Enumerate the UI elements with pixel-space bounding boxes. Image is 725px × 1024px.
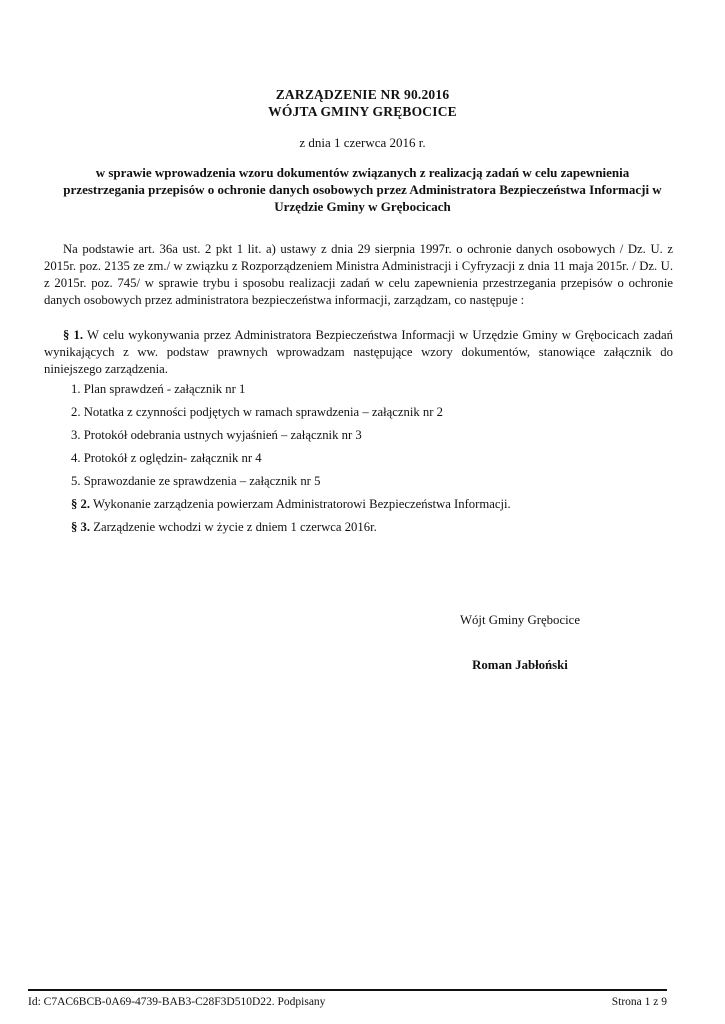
signature-block [380, 612, 660, 674]
section-2-paragraph [71, 496, 666, 513]
signature-role: Wójt Gminy Grębocice [459, 613, 581, 627]
document-id: Id: C7AC6BCB-0A69-4739-BAB3-C28F3D510D22. Podpisany [28, 996, 326, 1008]
title-line-1: ZARZĄDZENIE NR 90.2016 [275, 87, 450, 102]
list-item: 3. Protokół odebrania ustnych wyjaśnień – załącznik nr 3 [71, 428, 362, 442]
footer-divider [28, 989, 667, 991]
document-date: z dnia 1 czerwca 2016 r. [299, 135, 426, 150]
section-3-marker: § 3. [71, 520, 91, 534]
subject-line: Urzędzie Gminy w Grębocicach [274, 199, 451, 214]
document-title [0, 86, 725, 120]
list-item: 2. Notatka z czynności podjętych w ramach sprawdzenia – załącznik nr 2 [71, 405, 444, 419]
attachment-list [71, 381, 666, 542]
list-item: 1. Plan sprawdzeń - załącznik nr 1 [71, 382, 246, 396]
subject-line: w sprawie wprowadzenia wzoru dokumentów związanych z realizacją zadań w celu zapewnienia [95, 165, 630, 180]
section-3-paragraph [71, 519, 666, 536]
section-1-marker: § 1. [63, 328, 84, 342]
signature-name: Roman Jabłoński [472, 658, 568, 672]
section-1-paragraph [44, 327, 673, 378]
list-item: 5. Sprawozdanie ze sprawdzenia – załącznik nr 5 [71, 474, 321, 488]
preamble-paragraph: Na podstawie art. 36a ust. 2 pkt 1 lit. a) ustawy z dnia 29 sierpnia 1997r. o ochronie danych osobowych / Dz. U. z 2015r. poz. 2135 ze zm./ w związku z Rozporządzeniem Ministra Administracji i Cyfryzacji z dnia 11 maja 2015r. / Dz. U. z 2015r. poz. 745/ w sprawie trybu i sposobu realizacji zadań w celu zapewnienia przestrzegania przepisów o ochronie danych osobowych przez administratora bezpieczeństwa informacji, zarządzam, co następuje : [44, 242, 673, 307]
section-2-text: Wykonanie zarządzenia powierzam Administratorowi Bezpieczeństwa Informacji. [92, 497, 511, 511]
subject-line: przestrzegania przepisów o ochronie danych osobowych przez Administratora Bezpieczeństwa Informacji w [63, 182, 662, 197]
document-subject [40, 164, 685, 215]
section-2-marker: § 2. [71, 497, 91, 511]
page-footer [28, 995, 667, 1009]
title-line-2: WÓJTA GMINY GRĘBOCICE [268, 104, 457, 119]
section-1-text: W celu wykonywania przez Administratora Bezpieczeństwa Informacji w Urzędzie Gminy w Grębocicach zadań wynikających z ww. podstaw prawnych wprowadzam następujące wzory dokumentów, stanowiące załącznik do niniejszego zarządzenia. [44, 328, 673, 376]
list-item: 4. Protokół z oględzin- załącznik nr 4 [71, 451, 262, 465]
page-number: Strona 1 z 9 [611, 996, 667, 1008]
section-3-text: Zarządzenie wchodzi w życie z dniem 1 czerwca 2016r. [93, 520, 377, 534]
